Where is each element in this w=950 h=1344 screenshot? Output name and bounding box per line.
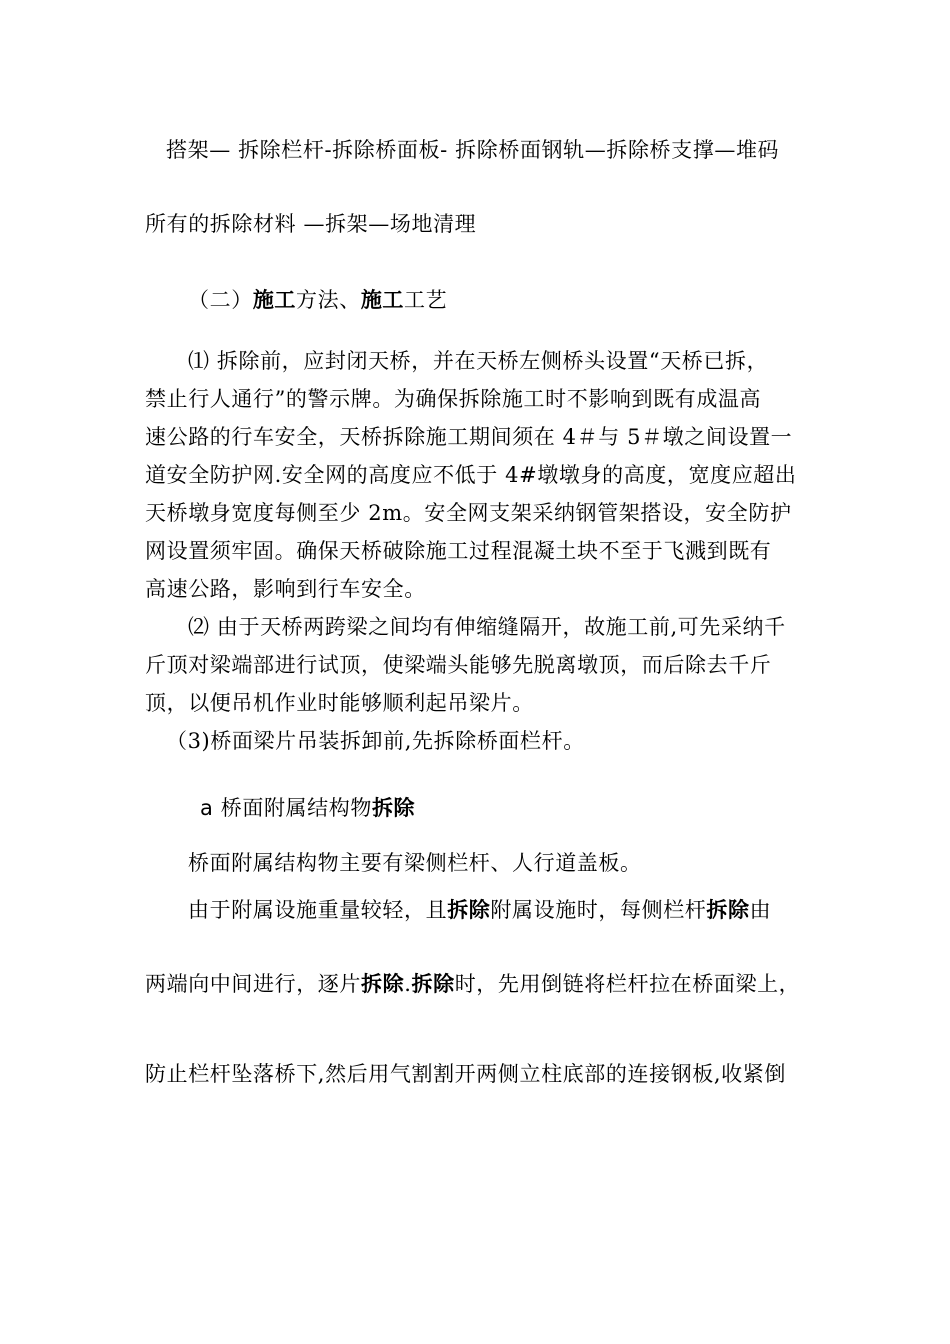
paragraph-5-line-3: 防止栏杆坠落桥下,然后用气割割开两侧立柱底部的连接钢板,收紧倒 xyxy=(145,1062,786,1086)
paragraph-1-line-3: 速公路的行车安全，天桥拆除施工期间须在 4＃与 5＃墩之间设置一 xyxy=(145,425,793,449)
subsection-heading-text: 桥面附属结构物 xyxy=(220,796,372,820)
bold-text-run: 拆除 xyxy=(447,898,491,922)
subsection-heading-a xyxy=(200,798,415,819)
section-heading-mid-2: 工艺 xyxy=(404,288,448,312)
paragraph-1-line-6: 网设置须牢固。确保天桥破除施工过程混凝土块不至于飞溅到既有 xyxy=(145,539,772,563)
paragraph-4: 桥面附属结构物主要有梁侧栏杆、人行道盖板。 xyxy=(188,851,642,875)
paragraph-2-line-1: ⑵ 由于天桥两跨梁之间均有伸缩缝隔开，故施工前,可先采纳千 xyxy=(188,615,786,639)
paragraph-5-line-1 xyxy=(188,900,771,921)
section-heading xyxy=(188,289,447,311)
paragraph-2-line-2: 斤顶对梁端部进行试顶，使梁端头能够先脱离墩顶，而后除去千斤 xyxy=(145,653,772,677)
paragraph-1-line-7: 高速公路，影响到行车安全。 xyxy=(145,577,426,601)
bold-text-run: 拆除 xyxy=(411,972,455,996)
paragraph-1-line-5: 天桥墩身宽度每侧至少 2m。安全网支架采纳钢管架搭设，安全防护 xyxy=(145,501,792,525)
section-heading-prefix: （二） xyxy=(188,288,253,312)
subsection-marker: a xyxy=(200,796,214,820)
bold-text-run: 拆除 xyxy=(361,972,405,996)
text-run: 时，先用倒链将栏杆拉在桥面梁上， xyxy=(454,972,801,996)
paragraph-1-line-4: 道安全防护网.安全网的高度应不低于 4#墩墩身的高度，宽度应超出 xyxy=(145,463,797,487)
process-line-1: 搭架— 拆除栏杆-拆除桥面板- 拆除桥面钢轨—拆除桥支撑—堆码 xyxy=(166,138,780,162)
text-run: 由 xyxy=(749,898,772,922)
text-run: 附属设施时，每侧栏杆 xyxy=(490,898,707,922)
section-heading-bold-2: 施工 xyxy=(360,287,405,312)
paragraph-1-line-2: 禁止行人通行”的警示牌。为确保拆除施工时不影响到既有成温高 xyxy=(145,387,762,411)
section-heading-bold-1: 施工 xyxy=(252,287,297,312)
paragraph-2-line-3: 顶，以便吊机作业时能够顺利起吊梁片。 xyxy=(145,691,534,715)
subsection-heading-bold: 拆除 xyxy=(371,796,416,820)
paragraph-3: （3)桥面梁片吊装拆卸前,先拆除桥面栏杆。 xyxy=(166,729,585,753)
bold-text-run: 拆除 xyxy=(706,898,750,922)
process-line-2: 所有的拆除材料 —拆架—场地清理 xyxy=(145,212,477,236)
paragraph-1-line-1: ⑴ 拆除前，应封闭天桥，并在天桥左侧桥头设置“天桥已拆， xyxy=(188,349,769,373)
text-run: . xyxy=(404,972,412,996)
text-run: 两端向中间进行，逐片 xyxy=(145,972,361,996)
text-run: 由于附属设施重量较轻，且 xyxy=(188,898,448,922)
section-heading-mid-1: 方法、 xyxy=(296,288,361,312)
paragraph-5-line-2 xyxy=(145,974,800,995)
